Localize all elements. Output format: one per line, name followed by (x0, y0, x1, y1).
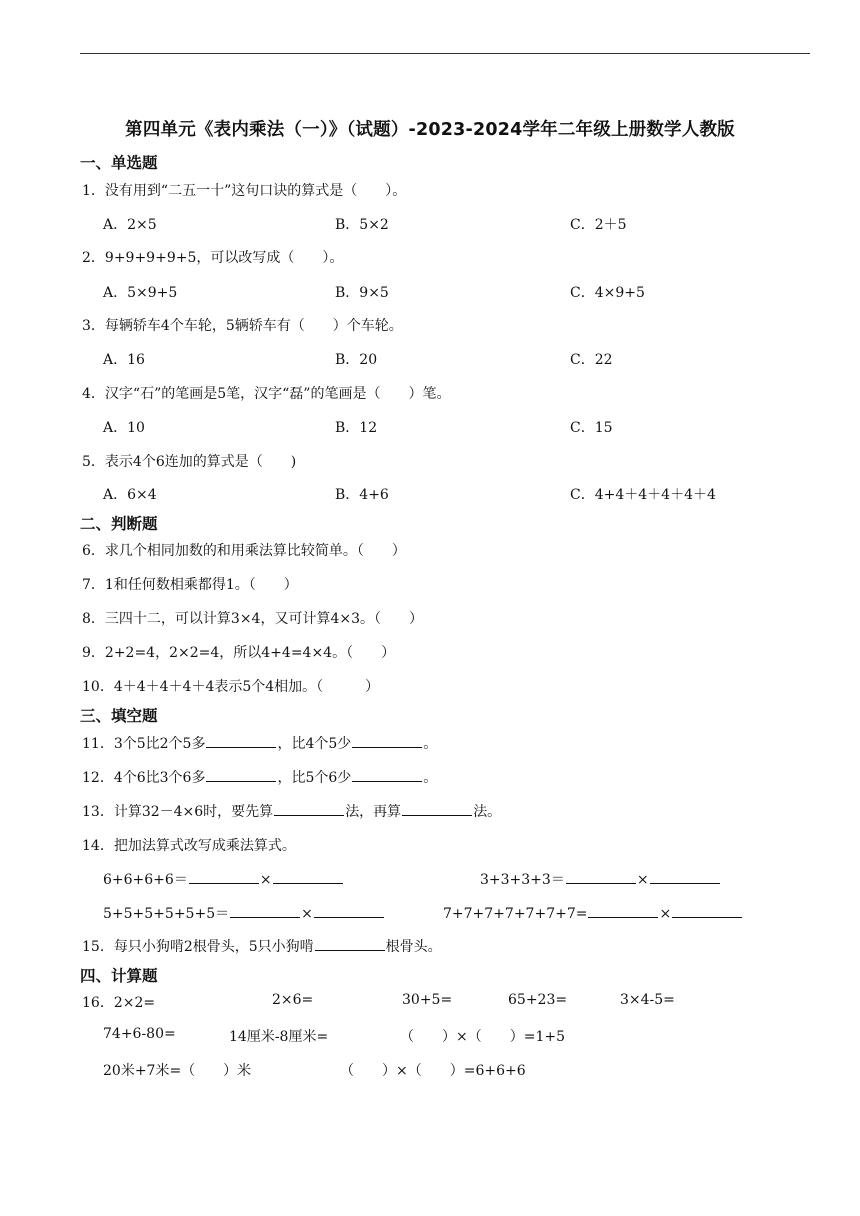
q13-text-3: 法。 (473, 804, 502, 820)
q14-e2-text: 3+3+3+3＝ (480, 872, 565, 888)
answer-blank[interactable] (672, 903, 742, 918)
q3-option-c: C．22 (570, 352, 613, 368)
answer-blank[interactable] (352, 767, 422, 782)
q15-text-1: 15．每只小狗啃2根骨头，5只小狗啃 (82, 939, 314, 955)
question-5: 5．表示4个6连加的算式是（ ) (82, 454, 297, 470)
calc-item: 16．2×2= (82, 995, 156, 1011)
q11-text-1: 11．3个5比2个5多 (82, 736, 206, 752)
q13-text-2: 法，再算 (345, 804, 402, 820)
question-11 (82, 733, 437, 753)
answer-blank[interactable] (206, 733, 276, 748)
q1-option-a: A．2×5 (103, 217, 157, 233)
answer-blank[interactable] (315, 936, 385, 951)
question-14: 14．把加法算式改写成乘法算式。 (82, 838, 296, 854)
q5-option-a: A．6×4 (103, 487, 157, 503)
q15-text-2: 根骨头。 (385, 939, 442, 955)
answer-blank[interactable] (314, 903, 384, 918)
answer-blank[interactable] (566, 869, 636, 884)
question-1: 1．没有用到“二五一十”这句口诀的算式是（ ）。 (82, 183, 407, 199)
answer-blank[interactable] (402, 801, 472, 816)
q14-e4-text: 7+7+7+7+7+7+7= (443, 906, 588, 922)
calc-item: 14厘米-8厘米= (229, 1029, 329, 1045)
q2-option-c: C．4×9+5 (570, 285, 645, 301)
calc-item: 2×6= (272, 992, 314, 1008)
q13-text-1: 13．计算32－4×6时，要先算 (82, 804, 274, 820)
question-3: 3．每辆轿车4个车轮，5辆轿车有（ ）个车轮。 (82, 318, 403, 334)
calc-item: （ ）×（ ）=6+6+6 (340, 1063, 526, 1079)
q1-option-c: C．2＋5 (570, 217, 627, 233)
calc-item: 20米+7米=（ ）米 (103, 1063, 252, 1079)
q2-option-b: B．9×5 (335, 285, 389, 301)
answer-blank[interactable] (352, 733, 422, 748)
q14-expression-3 (103, 903, 385, 923)
answer-blank[interactable] (588, 903, 658, 918)
q4-option-b: B．12 (335, 420, 378, 436)
q2-option-a: A．5×9+5 (103, 285, 178, 301)
page-title: 第四单元《表内乘法（一）》（试题）-2023-2024学年二年级上册数学人教版 (125, 120, 735, 140)
q12-text-1: 12．4个6比3个6多 (82, 770, 206, 786)
times-sign: × (259, 872, 272, 888)
q14-expression-4 (443, 903, 743, 922)
question-8: 8．三四十二，可以计算3×4，又可计算4×3。（ ） (82, 611, 423, 627)
times-sign: × (636, 872, 649, 888)
calc-item: 30+5= (402, 992, 453, 1008)
q3-option-a: A．16 (103, 352, 145, 368)
question-7: 7．1和任何数相乘都得1。（ ） (82, 577, 298, 593)
header-rule (80, 53, 810, 54)
section-heading-judge: 二、判断题 (80, 515, 158, 533)
times-sign: × (659, 906, 672, 922)
question-15 (82, 936, 442, 956)
answer-blank[interactable] (189, 869, 259, 884)
q4-option-c: C．15 (570, 420, 613, 436)
answer-blank[interactable] (230, 903, 300, 918)
calc-item: （ ）×（ ）=1+5 (400, 1029, 566, 1045)
times-sign: × (301, 906, 313, 922)
q12-text-2: ，比5个6少 (277, 770, 352, 786)
q5-option-b: B．4+6 (335, 487, 389, 503)
calc-item: 65+23= (508, 992, 568, 1008)
answer-blank[interactable] (206, 767, 276, 782)
q12-text-3: 。 (423, 770, 438, 786)
answer-blank[interactable] (274, 801, 344, 816)
q11-text-2: ，比4个5少 (277, 736, 352, 752)
question-9: 9．2+2=4，2×2=4，所以4+4=4×4。（ ） (82, 645, 396, 661)
q14-e3-text: 5+5+5+5+5+5＝ (103, 906, 230, 922)
section-heading-fill: 三、填空题 (80, 707, 158, 725)
q3-option-b: B．20 (335, 352, 378, 368)
question-10: 10．4＋4＋4＋4＋4表示5个4相加。（ ） (82, 679, 380, 695)
answer-blank[interactable] (650, 869, 720, 884)
q14-expression-1 (103, 869, 344, 889)
q11-text-3: 。 (423, 736, 438, 752)
q5-option-c: C．4+4＋4＋4＋4＋4 (570, 487, 716, 503)
section-heading-choice: 一、单选题 (80, 154, 158, 172)
question-12 (82, 767, 437, 787)
question-2: 2．9+9+9+9+5，可以改写成（ ）。 (82, 250, 344, 266)
question-4: 4．汉字“石”的笔画是5笔，汉字“磊”的笔画是（ ）笔。 (82, 386, 451, 402)
q14-expression-2 (480, 869, 721, 889)
q14-e1-text: 6+6+6+6＝ (103, 872, 188, 888)
q1-option-b: B．5×2 (335, 217, 389, 233)
answer-blank[interactable] (273, 869, 343, 884)
section-heading-calc: 四、计算题 (80, 967, 158, 985)
question-6: 6．求几个相同加数的和用乘法算比较简单。（ ） (82, 543, 406, 559)
calc-item: 3×4-5= (620, 992, 675, 1008)
question-13 (82, 801, 501, 821)
q4-option-a: A．10 (103, 420, 145, 436)
calc-item: 74+6-80= (103, 1026, 176, 1042)
